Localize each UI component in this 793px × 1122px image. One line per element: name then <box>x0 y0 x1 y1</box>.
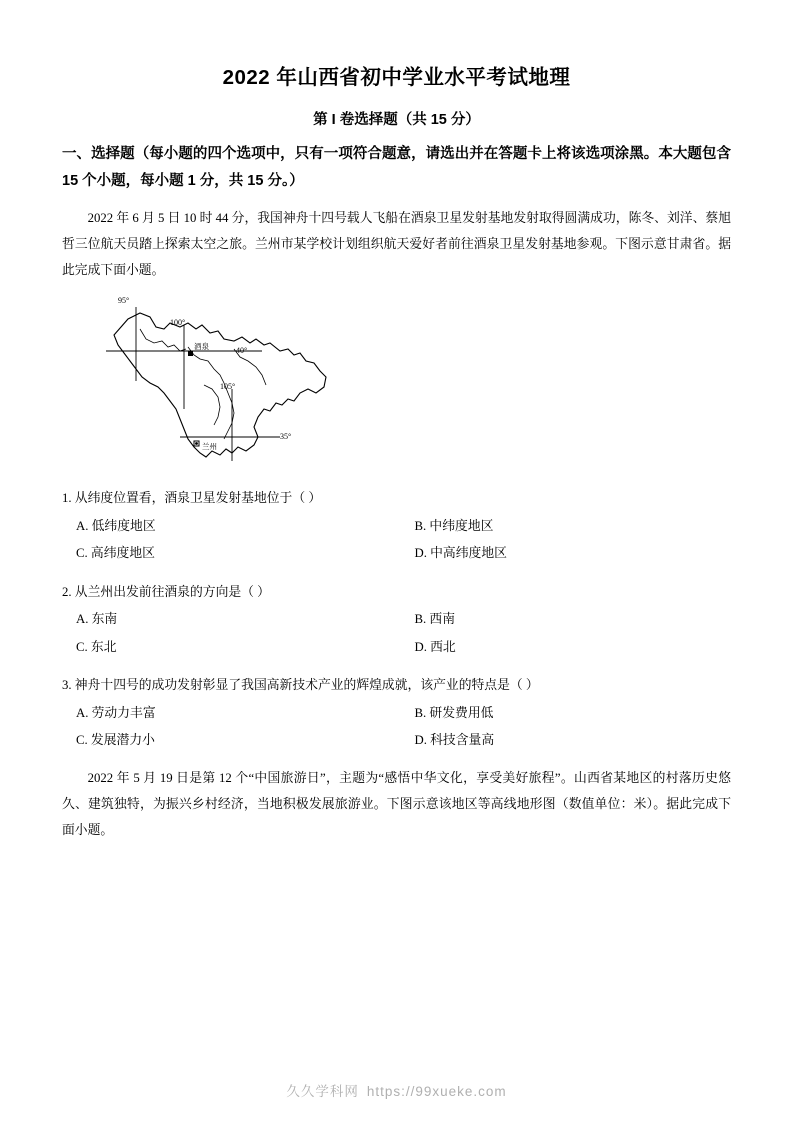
gansu-province-map <box>84 289 344 474</box>
question-3-text: 3. 神舟十四号的成功发射彰显了我国高新技术产业的辉煌成就，该产业的特点是（ ） <box>62 678 539 693</box>
passage-2: 2022 年 5 月 19 日是第 12 个“中国旅游日”，主题为“感悟中华文化，享受美好旅程”。山西省某地区的村落历史悠久、建筑独特，为振兴乡村经济，当地积极发展旅游业。下图示意该地区等高线地形图（数值单位：米）。据此完成下面小题。 <box>62 770 731 838</box>
gansu-map-figure <box>62 289 731 474</box>
option-2-b[interactable]: B. 西南 <box>414 612 456 627</box>
label-40deg: 40° <box>236 346 248 356</box>
question-2-options <box>62 606 731 661</box>
option-2-c[interactable]: C. 东北 <box>76 639 117 654</box>
label-95deg: 95° <box>118 296 130 306</box>
label-105deg: 105° <box>220 382 236 392</box>
option-3-b[interactable]: B. 研发费用低 <box>414 705 494 720</box>
passage-1: 2022 年 6 月 5 日 10 时 44 分，我国神舟十四号载人飞船在酒泉卫星发射基地发射取得圆满成功，陈冬、刘洋、蔡旭哲三位航天员踏上探索太空之旅。兰州市某学校计划组织航天爱好者前往酒泉卫星发射基地参观。下图示意甘肃省。据此完成下面小题。 <box>62 210 731 278</box>
option-3-a[interactable]: A. 劳动力丰富 <box>76 705 156 720</box>
option-1-b[interactable]: B. 中纬度地区 <box>414 518 494 533</box>
option-1-a[interactable]: A. 低纬度地区 <box>76 518 156 533</box>
option-2-a[interactable]: A. 东南 <box>76 612 118 627</box>
option-1-c[interactable]: C. 高纬度地区 <box>76 546 155 561</box>
label-100deg: 100° <box>170 318 186 328</box>
label-lanzhou: 兰州 <box>202 442 217 452</box>
watermark-url: https://99xueke.com <box>366 1084 507 1099</box>
question-1-options <box>62 513 731 568</box>
option-3-d[interactable]: D. 科技含量高 <box>414 733 495 748</box>
label-jiuquan: 酒泉 <box>194 342 209 352</box>
page-title: 2022 年山西省初中学业水平考试地理 <box>222 66 571 89</box>
option-1-d[interactable]: D. 中高纬度地区 <box>414 546 507 561</box>
section-title: 第 I 卷选择题（共 15 分） <box>313 112 480 128</box>
option-3-c[interactable]: C. 发展潜力小 <box>76 733 155 748</box>
jiuquan-marker <box>188 351 193 356</box>
label-35deg: 35° <box>280 432 292 442</box>
watermark-name: 久久学科网 <box>286 1084 359 1099</box>
instruction-text: 一、选择题（每小题的四个选项中，只有一项符合题意，请选出并在答题卡上将该选项涂黑。本大题包含 15 个小题，每小题 1 分，共 15 分。） <box>62 146 731 189</box>
watermark <box>0 1080 793 1100</box>
question-3-options <box>62 700 731 755</box>
option-2-d[interactable]: D. 西北 <box>414 639 456 654</box>
question-1-text: 1. 从纬度位置看，酒泉卫星发射基地位于（ ） <box>62 491 322 506</box>
question-2-text: 2. 从兰州出发前往酒泉的方向是（ ） <box>62 584 270 599</box>
